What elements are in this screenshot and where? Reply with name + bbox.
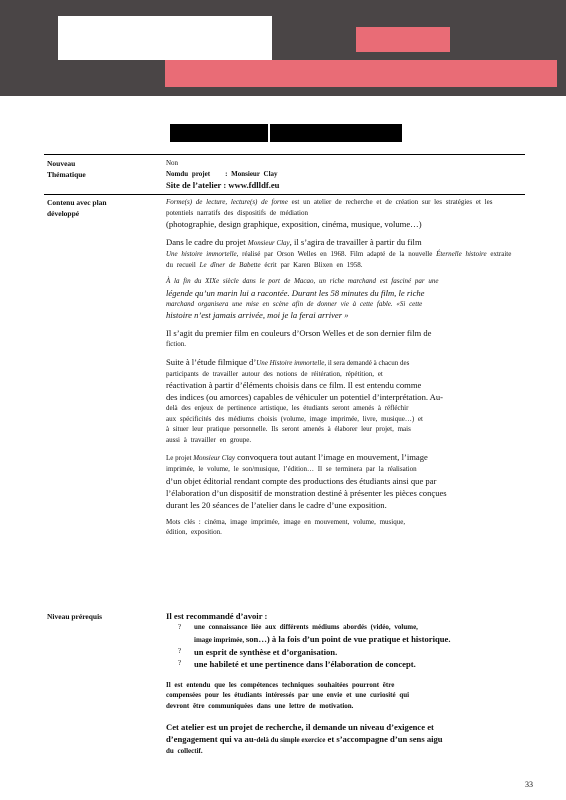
row-label-line: Nouveau — [47, 159, 76, 168]
contenu-paragraph-3c: marchand organisera une mise en scène afin de donner vie à cette fable. «Si cette — [166, 299, 423, 308]
prerequis-heading: Il est recommandé d’avoir : — [166, 611, 268, 621]
contenu-paragraph-1b: (photographie, design graphique, exposition, cinéma, musique, volume…) — [166, 219, 422, 229]
bullet-text: une habileté et une pertinence dans l’élaboration de concept. — [194, 658, 416, 669]
text-run: extraite du recueil — [166, 250, 512, 269]
text-run: , il sera demandé à chacun des — [324, 358, 410, 367]
text-run: , il s’agira de travailler à partir du film — [289, 237, 422, 247]
header-pink-block-small — [356, 27, 450, 52]
redacted-title-block-1 — [170, 124, 268, 142]
competences-line-2: compensées pour les étudiants intéressés par une envie et une curiosité qui — [166, 691, 410, 699]
table-top-rule — [44, 154, 525, 155]
contenu-paragraph-3a: À la fin du XIXe siècle dans le port de Macao, un riche marchand est fasciné par une — [166, 277, 439, 285]
text-run: delà du simple exercice — [256, 736, 326, 744]
bullet-text: un esprit de synthèse et d’organisation. — [194, 646, 338, 657]
redacted-title-block-2 — [270, 124, 402, 142]
text-run: convoquera tout autant l’image en mouvement, l’image — [235, 452, 428, 462]
row-content-meta — [166, 158, 522, 191]
contenu-paragraph-4b: fiction. — [166, 340, 187, 348]
italic-run: Une Histoire immortelle — [256, 358, 325, 367]
text-run: d’engagement qui va au- — [166, 734, 257, 744]
contenu-paragraph-3b: légende qu’un marin lui a racontée. Durant les 58 minutes du film, le riche — [166, 287, 425, 298]
prerequis-bullet-1 — [166, 622, 522, 646]
italic-run: Éternelle histoire — [436, 250, 487, 258]
contenu-paragraph-4a: Il s’agit du premier film en couleurs d’Orson Welles et de son dernier film de — [166, 328, 432, 338]
page-number: 33 — [525, 780, 533, 789]
bullet-mark: ? — [178, 646, 182, 655]
contenu-paragraph-5a — [166, 356, 522, 369]
keywords-line-2: édition, exposition. — [166, 528, 222, 536]
contenu-paragraph-1a — [166, 197, 522, 218]
conclusion-line-3: du collectif. — [166, 747, 203, 755]
text-run: est un atelier de recherche et de création sur les stratégies et les potentiels narratifs des dispositifs de médiation — [166, 198, 493, 217]
row-label-contenu — [47, 197, 107, 219]
text-run: et s’accompagne d’un sens aigu — [325, 734, 443, 744]
contenu-paragraph-6b: imprimée, le volume, le son/musique, l’édition… Il se terminera par la réalisation — [166, 465, 417, 473]
text-run: Le projet — [166, 454, 194, 462]
project-name-line — [166, 169, 522, 180]
prerequis-bullet-3 — [166, 658, 522, 670]
workshop-site-line: Site de l’atelier : www.fdlldf.eu — [166, 180, 280, 190]
nouveau-value: Non — [166, 159, 179, 167]
contenu-paragraph-5h: aussi à travailler en groupe. — [166, 435, 252, 444]
contenu-paragraph-5g: à situer leur pratique personnelle. Ils seront amenés à élaborer leur projet, mais — [166, 425, 411, 433]
text-run: Dans le cadre du projet — [166, 237, 248, 247]
header-pink-block-large — [165, 60, 557, 87]
row-label-line: Niveau prérequis — [47, 612, 103, 621]
text-run: son…) à la fois d’un point de vue pratique et historique. — [245, 633, 451, 644]
spacer — [166, 711, 522, 721]
row-label-line: développé — [47, 209, 80, 218]
contenu-paragraph-5c: réactivation à partir d’éléments choisis dans ce film. Il est entendu comme — [166, 380, 422, 390]
spacer — [166, 670, 522, 680]
contenu-paragraph-5d: des indices (ou amorces) capables de véhiculer un potentiel d’interprétation. Au- — [166, 392, 444, 402]
contenu-paragraph-3d: histoire n’est jamais arrivée, moi je la ferai arriver » — [166, 310, 349, 320]
contenu-column — [166, 197, 522, 538]
table-row-divider — [44, 194, 525, 195]
italic-run: Monsieur Clay — [247, 239, 290, 247]
competences-line-3: devront être communiquées dans une lettre de motivation. — [166, 701, 354, 710]
contenu-paragraph-6d: l’élaboration d’un dispositif de monstration destiné à présenter les pièces conçues — [166, 487, 447, 498]
project-name-prefix: Nomdu projet — [166, 169, 211, 178]
contenu-paragraph-6a — [166, 451, 522, 464]
contenu-paragraph-2b — [166, 249, 522, 270]
bullet-text: une connaissance liée aux différents médiums abordés (vidéo, volume, — [194, 623, 418, 631]
row-label-nouveau — [47, 158, 86, 180]
text-run: écrit par Karen Blixen en 1958. — [260, 260, 363, 269]
header-redacted-white-block — [58, 16, 272, 60]
contenu-paragraph-6c: d’un objet éditorial rendant compte des productions des étudiants ainsi que par — [166, 475, 437, 486]
project-name-value: : Monsieur Clay — [225, 169, 278, 178]
bullet-mark: ? — [178, 623, 182, 631]
italic-run: Forme(s) de lecture, lecture(s) de forme — [166, 198, 288, 206]
italic-run: Monsieur Clay — [193, 454, 236, 462]
competences-line-1: Il est entendu que les compétences techniques souhaitées pourront être — [166, 680, 395, 689]
row-label-line: Thématique — [47, 170, 86, 179]
row-label-prerequis — [47, 611, 102, 622]
contenu-paragraph-5f: aux spécificités des médiums choisis (volume, image imprimée, livre, musique…) et — [166, 414, 423, 423]
bullet-mark: ? — [178, 658, 182, 667]
keywords-line-1: Mots clés : cinéma, image imprimée, image en mouvement, volume, musique, — [166, 517, 406, 526]
conclusion-line-2 — [166, 733, 522, 746]
text-run: image imprimée, — [194, 635, 246, 644]
bullet-text — [194, 633, 451, 646]
prerequis-bullet-2 — [166, 646, 522, 658]
row-label-line: Contenu avec plan — [47, 198, 107, 207]
italic-run: Une histoire immortelle — [166, 250, 237, 258]
text-run: Suite à l’étude filmique d’ — [166, 356, 257, 367]
italic-run: Le dîner de Babette — [199, 260, 261, 269]
contenu-paragraph-6e: durant les 20 séances de l’atelier dans le cadre d’une exposition. — [166, 499, 387, 510]
conclusion-line-1: Cet atelier est un projet de recherche, il demande un niveau d’exigence et — [166, 722, 434, 732]
prerequis-column — [166, 610, 522, 757]
contenu-paragraph-2 — [166, 236, 522, 249]
contenu-paragraph-5e: delà des enjeux de pertinence artistique, les étudiants seront amenés à réfléchir — [166, 404, 409, 412]
contenu-paragraph-5b: participants de travailler autour des notions de réitération, répétition, et — [166, 369, 383, 378]
text-run: , réalisé par Orson Welles en 1968. Film adapté de la nouvelle — [236, 250, 437, 258]
